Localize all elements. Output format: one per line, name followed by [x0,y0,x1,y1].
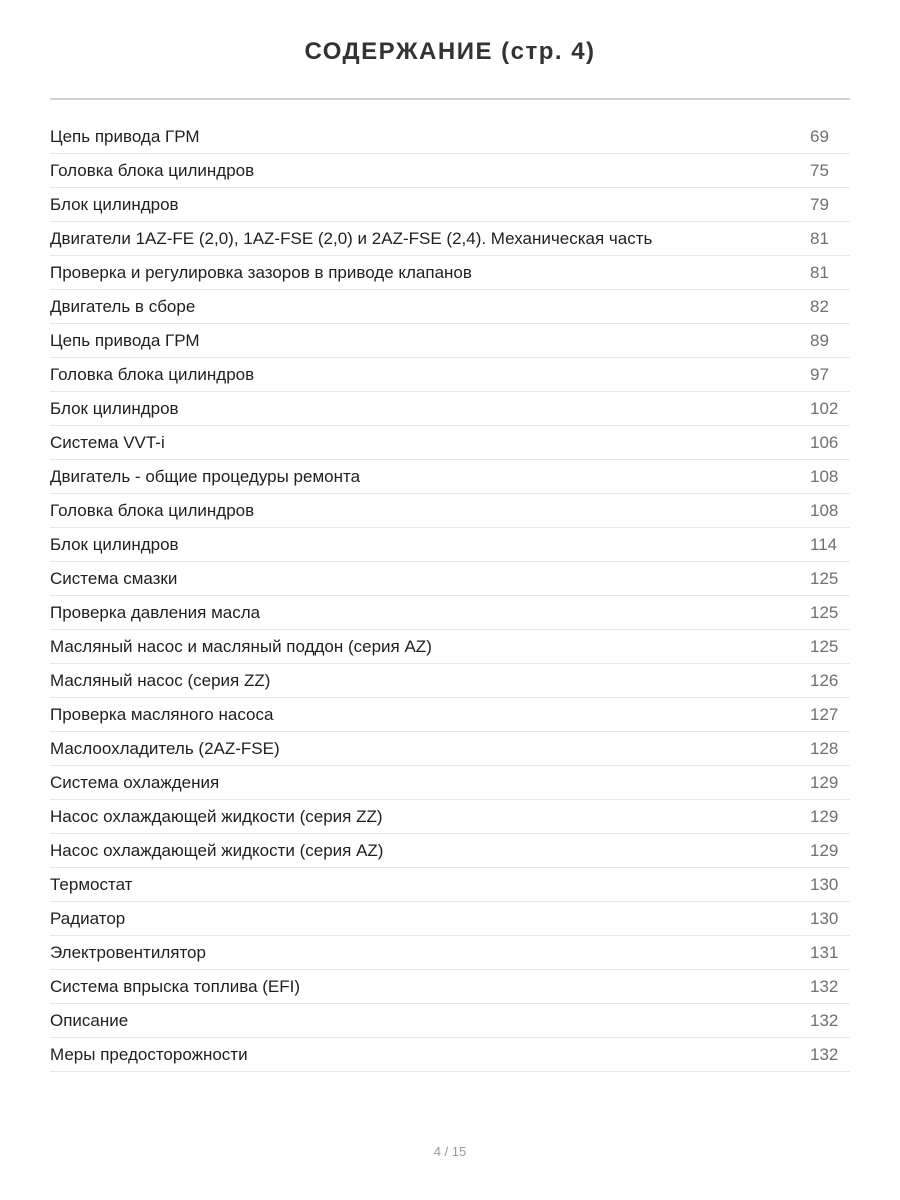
toc-entry-page: 114 [810,534,838,554]
toc-entry-title: Цепь привода ГРМ [50,330,200,350]
toc-entry[interactable] [50,188,850,222]
toc-entry[interactable] [50,358,850,392]
toc-entry-page: 132 [810,1044,839,1064]
toc-entry[interactable] [50,1004,850,1038]
toc-entry[interactable] [50,494,850,528]
toc-entry-page: 125 [810,602,839,622]
toc-entry[interactable] [50,426,850,460]
toc-entry-title: Система охлаждения [50,772,220,792]
toc-entry[interactable] [50,630,850,664]
title-divider [50,98,850,100]
toc-entry[interactable] [50,698,850,732]
toc-entry[interactable] [50,936,850,970]
toc-entry-title: Описание [50,1010,129,1030]
toc-entry-page: 108 [810,500,839,520]
toc-entry-title: Головка блока цилиндров [50,160,255,180]
toc-entry[interactable] [50,664,850,698]
toc-entry-page: 108 [810,466,839,486]
toc-entry[interactable] [50,970,850,1004]
toc-entry[interactable] [50,460,850,494]
toc-entry-title: Насос охлаждающей жидкости (серия ZZ) [50,806,383,826]
toc-entry-title: Масляный насос (серия ZZ) [50,670,271,690]
toc-entry-page: 79 [810,194,829,214]
toc-entry-title: Проверка масляного насоса [50,704,274,724]
toc-entry[interactable] [50,290,850,324]
toc-entry-page: 130 [810,908,839,928]
toc-entry-page: 132 [810,976,839,996]
toc-entry-page: 82 [810,296,829,316]
toc-entry-title: Блок цилиндров [50,194,179,214]
toc-entry-page: 127 [810,704,839,724]
toc-entry-title: Двигатели 1AZ-FE (2,0), 1AZ-FSE (2,0) и 2AZ-FSE (2,4). Механическая часть [50,228,653,248]
toc-entry-title: Электровентилятор [50,942,206,962]
toc-entry-title: Маслоохладитель (2AZ-FSE) [50,738,280,758]
page-title: СОДЕРЖАНИЕ (стр. 4) [304,38,596,65]
toc-entry-title: Головка блока цилиндров [50,500,255,520]
toc-entry-title: Проверка и регулировка зазоров в приводе клапанов [50,262,472,282]
page-number: 4 / 15 [433,1144,467,1159]
toc-entry-title: Система VVT-i [50,432,165,452]
toc-entry[interactable] [50,256,850,290]
toc-entry-title: Головка блока цилиндров [50,364,255,384]
toc-entry-page: 97 [810,364,829,384]
table-of-contents [50,120,850,1072]
toc-entry-page: 129 [810,806,839,826]
toc-entry[interactable] [50,732,850,766]
toc-entry[interactable] [50,154,850,188]
toc-entry-page: 81 [810,262,829,282]
toc-entry-page: 102 [810,398,839,418]
toc-entry-page: 75 [810,160,829,180]
toc-entry[interactable] [50,1038,850,1072]
toc-entry[interactable] [50,392,850,426]
toc-entry[interactable] [50,868,850,902]
toc-entry[interactable] [50,902,850,936]
toc-entry[interactable] [50,528,850,562]
toc-entry-page: 131 [810,942,839,962]
toc-entry-title: Блок цилиндров [50,398,179,418]
toc-entry-page: 81 [810,228,829,248]
toc-entry[interactable] [50,596,850,630]
toc-entry-title: Двигатель - общие процедуры ремонта [50,466,361,486]
toc-entry[interactable] [50,800,850,834]
toc-entry[interactable] [50,324,850,358]
toc-entry[interactable] [50,834,850,868]
toc-entry-title: Блок цилиндров [50,534,179,554]
toc-entry-page: 125 [810,568,839,588]
toc-entry-page: 106 [810,432,839,452]
toc-entry-page: 89 [810,330,829,350]
toc-entry[interactable] [50,766,850,800]
toc-entry-title: Проверка давления масла [50,602,261,622]
toc-entry-title: Насос охлаждающей жидкости (серия AZ) [50,840,384,860]
toc-entry-page: 128 [810,738,839,758]
toc-entry-title: Двигатель в сборе [50,296,196,316]
toc-entry-title: Цепь привода ГРМ [50,126,200,146]
toc-entry-page: 129 [810,840,839,860]
toc-entry[interactable] [50,562,850,596]
toc-entry-page: 126 [810,670,839,690]
toc-entry-title: Радиатор [50,908,126,928]
toc-entry-page: 129 [810,772,839,792]
toc-entry-page: 132 [810,1010,839,1030]
toc-entry-title: Система смазки [50,568,178,588]
toc-entry-title: Меры предосторожности [50,1044,248,1064]
toc-entry-title: Масляный насос и масляный поддон (серия AZ) [50,636,432,656]
toc-entry[interactable] [50,120,850,154]
toc-entry-page: 69 [810,126,829,146]
toc-entry-page: 130 [810,874,839,894]
toc-entry-title: Система впрыска топлива (EFI) [50,976,301,996]
toc-entry-title: Термостат [50,874,133,894]
toc-entry-page: 125 [810,636,839,656]
toc-entry[interactable] [50,222,850,256]
